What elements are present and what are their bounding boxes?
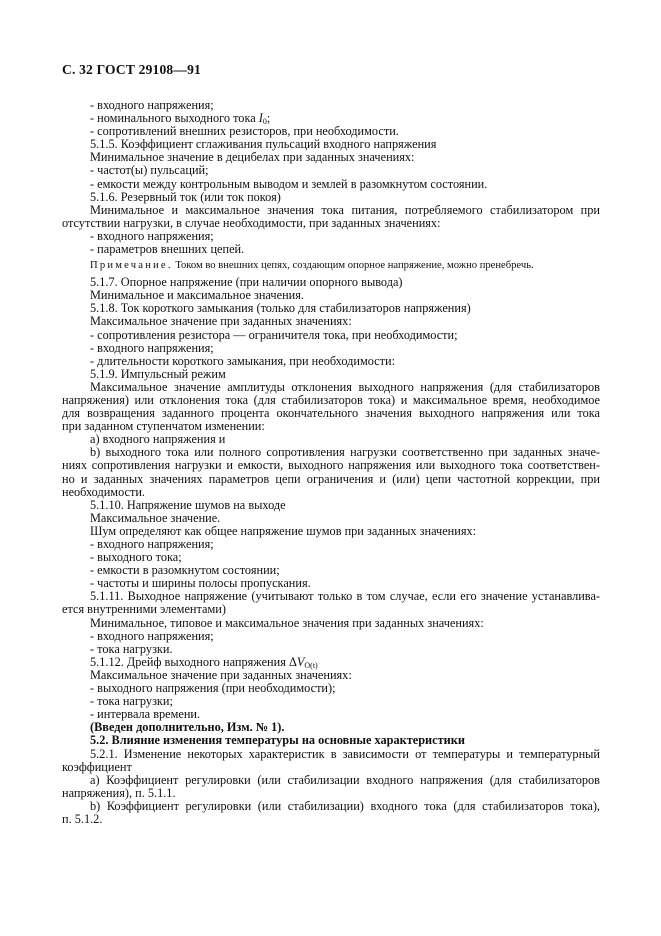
text-line: напряжения) или отклонения тока (для стабилизаторов тока) и максимальное время, необходимое xyxy=(62,392,600,407)
text-line: при заданном ступенчатом изменении: xyxy=(62,419,265,434)
current-subscript: 0 xyxy=(262,117,267,127)
text-fragment: - номинального выходного тока xyxy=(90,111,259,126)
text-line: b) выходного тока или полного сопротивления нагрузки соответственно при заданных значе- xyxy=(90,445,600,460)
text-line: - длительности короткого замыкания, при необходимости: xyxy=(90,353,396,368)
text-line: - сопротивления резистора — ограничителя тока, при необходимости; xyxy=(90,327,458,342)
amendment-note: (Введен дополнительно, Изм. № 1). xyxy=(90,720,285,735)
voltage-subscript: O(t) xyxy=(304,660,318,670)
text-line: напряжения), п. 5.1.1. xyxy=(62,785,176,800)
voltage-symbol: V xyxy=(296,654,305,669)
text-line: - емкости в разомкнутом состоянии; xyxy=(90,563,280,578)
section-heading-5-1-10: 5.1.10. Напряжение шумов на выходе xyxy=(90,497,286,512)
delta-symbol: Δ xyxy=(288,654,297,669)
page-header: С. 32 ГОСТ 29108—91 xyxy=(62,62,201,77)
text-line: Минимальное и максимальное значения тока питания, потребляемого стабилизатором при xyxy=(90,202,600,217)
section-heading-5-1-6: 5.1.6. Резервный ток (или ток покоя) xyxy=(90,189,281,204)
text-line: - сопротивлений внешних резисторов, при необходимости. xyxy=(90,124,399,139)
text-line: Максимальное значение при заданных значениях: xyxy=(90,314,352,329)
text-line: Минимальное и максимальное значения. xyxy=(90,288,304,303)
text-line: для возвращения заданного процента окончательного значения выходного напряжения или тока xyxy=(62,406,600,421)
section-heading-5-1-8: 5.1.8. Ток короткого замыкания (только для стабилизаторов напряжения) xyxy=(90,301,471,316)
text-line: - интервала времени. xyxy=(90,707,201,722)
text-line: Максимальное значение. xyxy=(90,510,221,525)
text-line: - тока нагрузки; xyxy=(90,694,173,709)
text-fragment: 5.1.12. Дрейф выходного напряжения xyxy=(90,654,289,669)
text-line: b) Коэффициент регулировки (или стабилизации) входного тока (для стабилизаторов тока), xyxy=(90,798,600,813)
text-fragment: ; xyxy=(266,111,271,126)
section-heading-5-2: 5.2. Влияние изменения температуры на основные характеристики xyxy=(90,733,465,748)
text-line: a) Коэффициент регулировки (или стабилизации входного напряжения (для стабилизаторов xyxy=(90,772,600,787)
text-line: Минимальное, типовое и максимальное значения при заданных значениях: xyxy=(90,615,484,630)
text-line: - входного напряжения; xyxy=(90,537,214,551)
section-heading-5-1-5: 5.1.5. Коэффициент сглаживания пульсаций входного напряжения xyxy=(90,137,437,152)
text-line: - тока нагрузки. xyxy=(90,641,173,656)
text-line: Максимальное значение амплитуды отклонения выходного напряжения (для стабилизаторов xyxy=(90,379,600,394)
text-line: ниях сопротивления нагрузки и емкости, выходного напряжения или выходного тока соответствен- xyxy=(62,458,600,473)
text-line: необходимости. xyxy=(62,484,146,499)
note xyxy=(90,256,600,276)
text-line: - входного напряжения; xyxy=(90,228,214,243)
note-label: Примечание. xyxy=(90,260,173,272)
text-line: - частоты и ширины полосы пропускания. xyxy=(90,576,311,591)
text-line: - емкости между контрольным выводом и землей в разомкнутом состоянии. xyxy=(90,176,488,191)
text-line: отсутствии нагрузки, в случае необходимости, при заданных значениях: xyxy=(62,215,441,230)
section-heading-5-1-9: 5.1.9. Импульсный режим xyxy=(90,366,226,381)
text-line: - частот(ы) пульсаций; xyxy=(90,163,209,178)
current-symbol: I xyxy=(258,111,263,126)
text-line: п. 5.1.2. xyxy=(62,811,103,826)
note-text: Током во внешних цепях, создающим опорное напряжение, можно пренебречь. xyxy=(172,260,534,272)
text-line: Шум определяют как общее напряжение шумов при заданных значениях: xyxy=(90,523,477,538)
text-line: но и заданных значениях параметров цепи ограничения и (или) цепи частотной коррекции, при xyxy=(62,471,600,486)
text-line: a) входного напряжения и xyxy=(90,432,226,447)
text-line: Максимальное значение при заданных значениях: xyxy=(90,667,352,682)
text-line: - параметров внешних цепей. xyxy=(90,242,245,257)
text-line: коэффициент xyxy=(62,759,132,774)
text-line: - входного напряжения; xyxy=(90,98,214,112)
document-body xyxy=(62,98,600,826)
text-line: - входного напряжения; xyxy=(90,340,214,355)
text-line: - выходного напряжения (при необходимости); xyxy=(90,681,336,696)
text-line: Минимальное значение в децибелах при заданных значениях: xyxy=(90,150,415,165)
text-line: - выходного тока; xyxy=(90,550,182,565)
section-heading-5-2-1: 5.2.1. Изменение некоторых характеристик в зависимости от температуры и температурный xyxy=(90,746,600,761)
section-heading-5-1-7: 5.1.7. Опорное напряжение (при наличии опорного вывода) xyxy=(90,275,403,290)
section-heading-5-1-12 xyxy=(90,656,600,669)
section-heading-5-1-11: 5.1.11. Выходное напряжение (учитывают только в том случае, если его значение устанавлива- xyxy=(90,589,600,604)
text-line: ется внутренними элементами) xyxy=(62,602,226,617)
text-line: - входного напряжения; xyxy=(90,628,214,643)
